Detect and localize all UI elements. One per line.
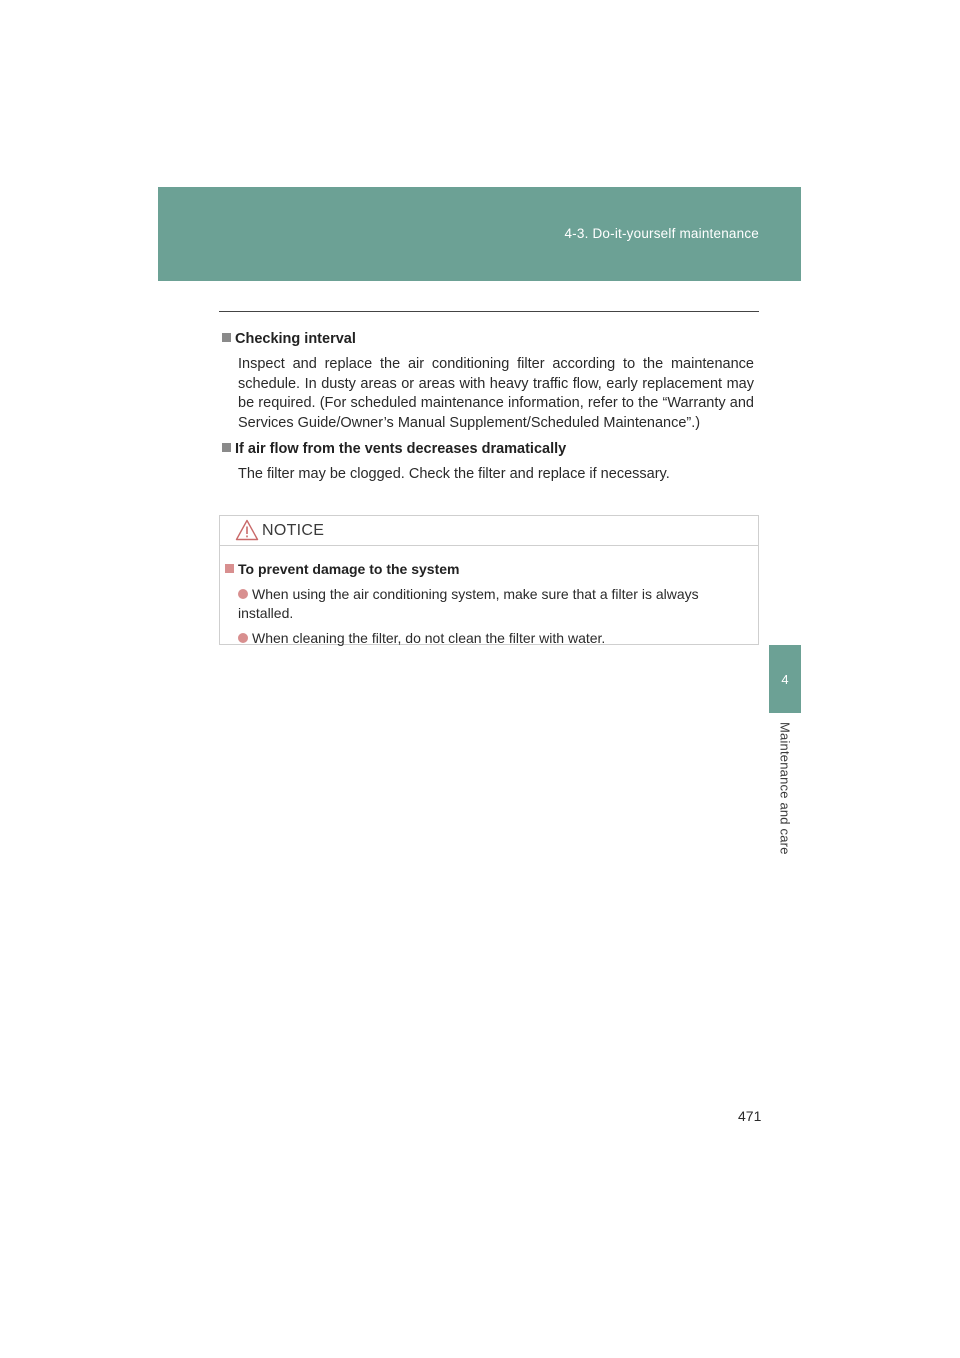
notice-header [220, 516, 758, 546]
section-paragraph: Inspect and replace the air conditioning filter according to the maintenance schedule. In dusty areas or areas with heavy traffic flow, early replacement may be required. (For scheduled maintenance information, refer to the “Warranty and Services Guide/Owner’s Manual Supplement/Scheduled Maintenance”.) [238, 356, 754, 431]
chapter-label: Maintenance and care [777, 722, 793, 855]
notice-heading-text: To prevent damage to the system [238, 561, 460, 577]
main-content [222, 329, 754, 485]
section-title: 4-3. Do-it-yourself maintenance [564, 226, 759, 241]
section-paragraph: The filter may be clogged. Check the filter and replace if necessary. [238, 466, 670, 482]
section-heading [222, 439, 754, 459]
round-bullet-icon [238, 633, 248, 643]
list-item-text: When using the air conditioning system, make sure that a filter is always installed. [238, 586, 699, 621]
section-heading [222, 329, 754, 349]
page-number: 471 [738, 1108, 762, 1124]
section-heading-text: Checking interval [235, 331, 356, 347]
square-bullet-icon [222, 443, 231, 452]
divider [219, 311, 759, 312]
list-item [238, 629, 755, 648]
section-heading-text: If air flow from the vents decreases dramatically [235, 441, 567, 457]
notice-body [225, 559, 755, 648]
warning-triangle-icon [235, 519, 259, 546]
chapter-tab [769, 645, 801, 713]
list-item [238, 585, 755, 623]
header-band [158, 187, 801, 281]
notice-heading [225, 559, 755, 579]
notice-box [219, 515, 759, 645]
square-bullet-icon [222, 333, 231, 342]
chapter-number: 4 [781, 671, 789, 687]
notice-title: NOTICE [262, 522, 325, 539]
list-item-text: When cleaning the filter, do not clean the filter with water. [252, 630, 606, 646]
square-bullet-icon [225, 564, 234, 573]
round-bullet-icon [238, 589, 248, 599]
